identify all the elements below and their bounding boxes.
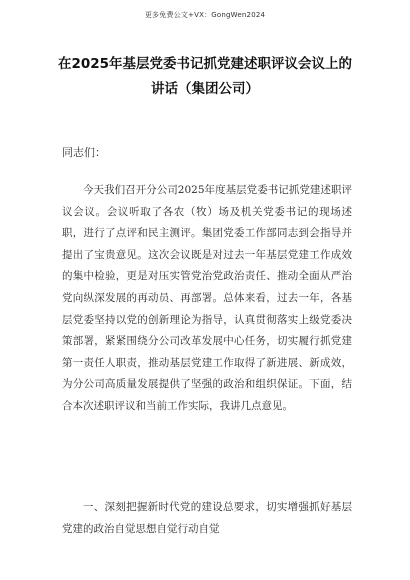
salutation: 同志们： xyxy=(62,146,106,159)
document-title: 在2025年基层党委书记抓党建述职评议会议上的讲话（集团公司） xyxy=(57,56,353,97)
header-note: 更多免费公文+VX：GongWen2024 xyxy=(144,11,266,19)
section-heading: 一、深刻把握新时代党的建设总要求，切实增强抓好基层党建的政治自觉思想自觉行动自觉 xyxy=(62,501,352,535)
body-paragraph: 今天我们召开分公司2025年度基层党委书记抓党建述职评议会议。会议听取了各农（牧）场及机关党委书记的现场述职，进行了点评和民主测评。集团党委工作部同志到会指导并提出了宝贵意见。这次会议既是对过去一年基层党建工作成效的集中检验，更是对压实管党治党政治责任、推动全面从严治党向纵深发展的再动员、再部署。总体来看，过去一年，各基层党委坚持以党的创新理论为指导，认真贯彻落实上级党委决策部署，紧紧围绕分公司改革发展中心任务，切实履行抓党建第一责任人职责，推动基层党建工作取得了新进展、新成效，为分公司高质量发展提供了坚强的政治和组织保证。下面，结合本次述职评议和当前工作实际，我讲几点意见。 xyxy=(62,184,352,412)
